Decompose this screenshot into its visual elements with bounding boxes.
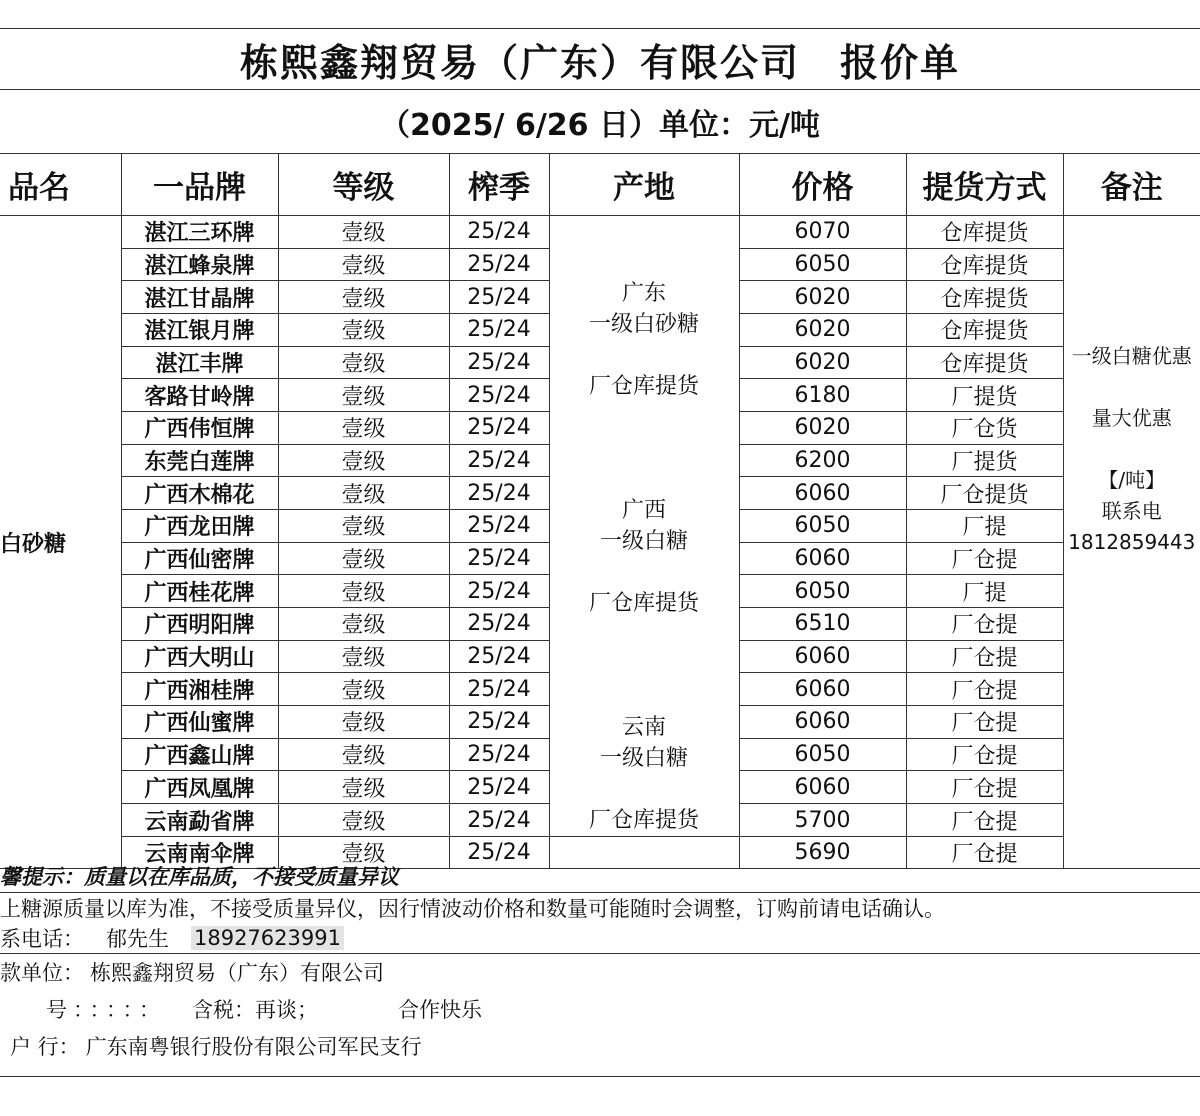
grade-cell: 壹级 [278, 640, 449, 673]
grade-cell: 壹级 [278, 738, 449, 771]
origin-region: 广东 [621, 281, 666, 306]
price-cell: 6060 [739, 771, 906, 804]
bank-label: 户 行： [10, 1034, 80, 1059]
contact-label: 系电话： [0, 927, 84, 951]
price-cell: 6200 [739, 444, 906, 477]
origin-desc: 一级白糖 [599, 746, 688, 771]
season-cell: 25/24 [449, 575, 549, 608]
grade-cell: 壹级 [278, 248, 449, 281]
remark-cell [1063, 216, 1200, 869]
grade-cell: 壹级 [278, 837, 449, 869]
pickup-cell: 厂仓提 [906, 837, 1063, 869]
header-price: 价格 [739, 154, 906, 216]
pickup-cell: 厂仓提 [906, 738, 1063, 771]
remark-unit: 【/吨】 [1098, 467, 1166, 492]
grade-cell: 壹级 [278, 510, 449, 543]
pickup-cell: 厂仓提 [906, 706, 1063, 739]
origin-pickup: 厂仓库提货 [588, 591, 699, 616]
table-header-row [0, 154, 1200, 216]
payee-row [0, 953, 1200, 990]
brand-cell: 广西伟恒牌 [121, 412, 278, 445]
pickup-cell: 厂仓货 [906, 412, 1063, 445]
price-cell: 6020 [739, 346, 906, 379]
season-cell: 25/24 [449, 673, 549, 706]
brand-cell: 广西龙田牌 [121, 510, 278, 543]
price-cell: 6050 [739, 738, 906, 771]
table-row [0, 216, 1200, 249]
price-cell: 6020 [739, 412, 906, 445]
season-cell: 25/24 [449, 444, 549, 477]
grade-cell: 壹级 [278, 346, 449, 379]
cooperation-note: 合作快乐 [398, 997, 482, 1022]
origin-cell [549, 216, 739, 837]
brand-cell: 广西木棉花 [121, 477, 278, 510]
price-cell: 6060 [739, 640, 906, 673]
header-pickup: 提货方式 [906, 154, 1063, 216]
grade-cell: 壹级 [278, 706, 449, 739]
grade-cell: 壹级 [278, 412, 449, 445]
price-cell: 5690 [739, 837, 906, 869]
pickup-cell: 厂仓提 [906, 608, 1063, 641]
origin-desc: 一级白砂糖 [588, 312, 699, 337]
brand-cell: 湛江甘晶牌 [121, 281, 278, 314]
bottom-divider [0, 1076, 1200, 1077]
grade-cell: 壹级 [278, 379, 449, 412]
brand-cell: 湛江蜂泉牌 [121, 248, 278, 281]
grade-cell: 壹级 [278, 477, 449, 510]
brand-cell: 广西明阳牌 [121, 608, 278, 641]
price-cell: 6060 [739, 706, 906, 739]
header-origin: 产地 [549, 154, 739, 216]
pickup-cell: 厂提 [906, 575, 1063, 608]
grade-cell: 壹级 [278, 804, 449, 837]
page-subtitle: （2025/ 6/26 日）单位：元/吨 [0, 90, 1200, 154]
product-name-cell: 白砂糖 [0, 216, 121, 869]
account-row [0, 990, 1200, 1027]
header-brand: 一品牌 [121, 154, 278, 216]
grade-cell: 壹级 [278, 771, 449, 804]
quote-table [0, 154, 1200, 869]
brand-cell: 广西鑫山牌 [121, 738, 278, 771]
price-cell: 6020 [739, 314, 906, 347]
season-cell: 25/24 [449, 346, 549, 379]
price-cell: 6510 [739, 608, 906, 641]
season-cell: 25/24 [449, 542, 549, 575]
brand-cell: 云南南伞牌 [121, 837, 278, 869]
bank-value: 广东南粤银行股份有限公司军民支行 [85, 1034, 422, 1059]
pickup-cell: 厂仓提 [906, 804, 1063, 837]
season-cell: 25/24 [449, 804, 549, 837]
tax-note: 含税：再谈； [192, 997, 318, 1022]
season-cell: 25/24 [449, 477, 549, 510]
header-product-name: 品名 [0, 154, 121, 216]
pickup-cell: 仓库提货 [906, 346, 1063, 379]
price-cell: 6060 [739, 477, 906, 510]
pickup-cell: 厂仓提 [906, 640, 1063, 673]
pickup-cell: 厂仓提 [906, 771, 1063, 804]
grade-cell: 壹级 [278, 444, 449, 477]
season-cell: 25/24 [449, 510, 549, 543]
contact-phone[interactable]: 18927623991 [191, 926, 344, 950]
remark-discount: 一级白糖优惠 [1071, 343, 1192, 368]
price-cell: 5700 [739, 804, 906, 837]
brand-cell: 广西湘桂牌 [121, 673, 278, 706]
remark-bulk: 量大优惠 [1091, 405, 1172, 430]
brand-cell: 广西大明山 [121, 640, 278, 673]
season-cell: 25/24 [449, 640, 549, 673]
payee-value: 栋熙鑫翔贸易（广东）有限公司 [90, 961, 384, 985]
price-cell: 6060 [739, 673, 906, 706]
notes-section [0, 860, 1200, 1064]
pickup-cell: 仓库提货 [906, 248, 1063, 281]
pickup-cell: 厂提 [906, 510, 1063, 543]
brand-cell: 东莞白莲牌 [121, 444, 278, 477]
pickup-cell: 仓库提货 [906, 314, 1063, 347]
price-cell: 6180 [739, 379, 906, 412]
season-cell: 25/24 [449, 738, 549, 771]
warning-note: 馨提示：质量以在库品质，不接受质量异议 [0, 860, 1200, 893]
price-cell: 6020 [739, 281, 906, 314]
origin-region: 广西 [621, 498, 666, 523]
season-cell: 25/24 [449, 412, 549, 445]
pickup-cell: 厂提货 [906, 379, 1063, 412]
contact-name: 郁先生 [106, 927, 169, 951]
brand-cell: 湛江丰牌 [121, 346, 278, 379]
brand-cell: 湛江银月牌 [121, 314, 278, 347]
season-cell: 25/24 [449, 706, 549, 739]
brand-cell: 广西仙密牌 [121, 542, 278, 575]
price-cell: 6070 [739, 216, 906, 249]
grade-cell: 壹级 [278, 673, 449, 706]
price-cell: 6050 [739, 248, 906, 281]
origin-pickup: 厂仓库提货 [588, 374, 699, 399]
season-cell: 25/24 [449, 837, 549, 869]
pickup-cell: 仓库提货 [906, 281, 1063, 314]
origin-region: 云南 [621, 715, 666, 740]
header-grade: 等级 [278, 154, 449, 216]
contact-row [0, 923, 1200, 953]
grade-cell: 壹级 [278, 314, 449, 347]
header-remark: 备注 [1063, 154, 1200, 216]
grade-cell: 壹级 [278, 216, 449, 249]
brand-cell: 客路甘岭牌 [121, 379, 278, 412]
price-cell: 6050 [739, 510, 906, 543]
remark-contact-label: 联系电 [1101, 498, 1162, 523]
season-cell: 25/24 [449, 608, 549, 641]
season-cell: 25/24 [449, 379, 549, 412]
origin-desc: 一级白糖 [599, 529, 688, 554]
price-cell: 6060 [739, 542, 906, 575]
season-cell: 25/24 [449, 248, 549, 281]
brand-cell: 广西桂花牌 [121, 575, 278, 608]
brand-cell: 广西仙蜜牌 [121, 706, 278, 739]
grade-cell: 壹级 [278, 281, 449, 314]
header-season: 榨季 [449, 154, 549, 216]
price-cell: 6050 [739, 575, 906, 608]
brand-cell: 云南勐省牌 [121, 804, 278, 837]
brand-cell: 湛江三环牌 [121, 216, 278, 249]
account-label: 号：：：：： [46, 997, 166, 1022]
payee-label: 款单位： [0, 961, 84, 985]
table-body [0, 216, 1200, 869]
grade-cell: 壹级 [278, 608, 449, 641]
pickup-cell: 厂提货 [906, 444, 1063, 477]
origin-pickup: 厂仓库提货 [588, 808, 699, 833]
pickup-cell: 厂仓提 [906, 673, 1063, 706]
grade-cell: 壹级 [278, 542, 449, 575]
pickup-cell: 厂仓提 [906, 542, 1063, 575]
brand-cell: 广西凤凰牌 [121, 771, 278, 804]
season-cell: 25/24 [449, 314, 549, 347]
pickup-cell: 仓库提货 [906, 216, 1063, 249]
season-cell: 25/24 [449, 771, 549, 804]
page-title: 栋熙鑫翔贸易（广东）有限公司 报价单 [0, 28, 1200, 90]
remark-phone[interactable]: 1812859443 [1068, 529, 1196, 554]
season-cell: 25/24 [449, 216, 549, 249]
pickup-cell: 厂仓提货 [906, 477, 1063, 510]
season-cell: 25/24 [449, 281, 549, 314]
grade-cell: 壹级 [278, 575, 449, 608]
disclaimer-note: 上糖源质量以库为准，不接受质量异仪，因行情波动价格和数量可能随时会调整，订购前请电话确认。 [0, 897, 945, 921]
bank-row [0, 1027, 1200, 1064]
